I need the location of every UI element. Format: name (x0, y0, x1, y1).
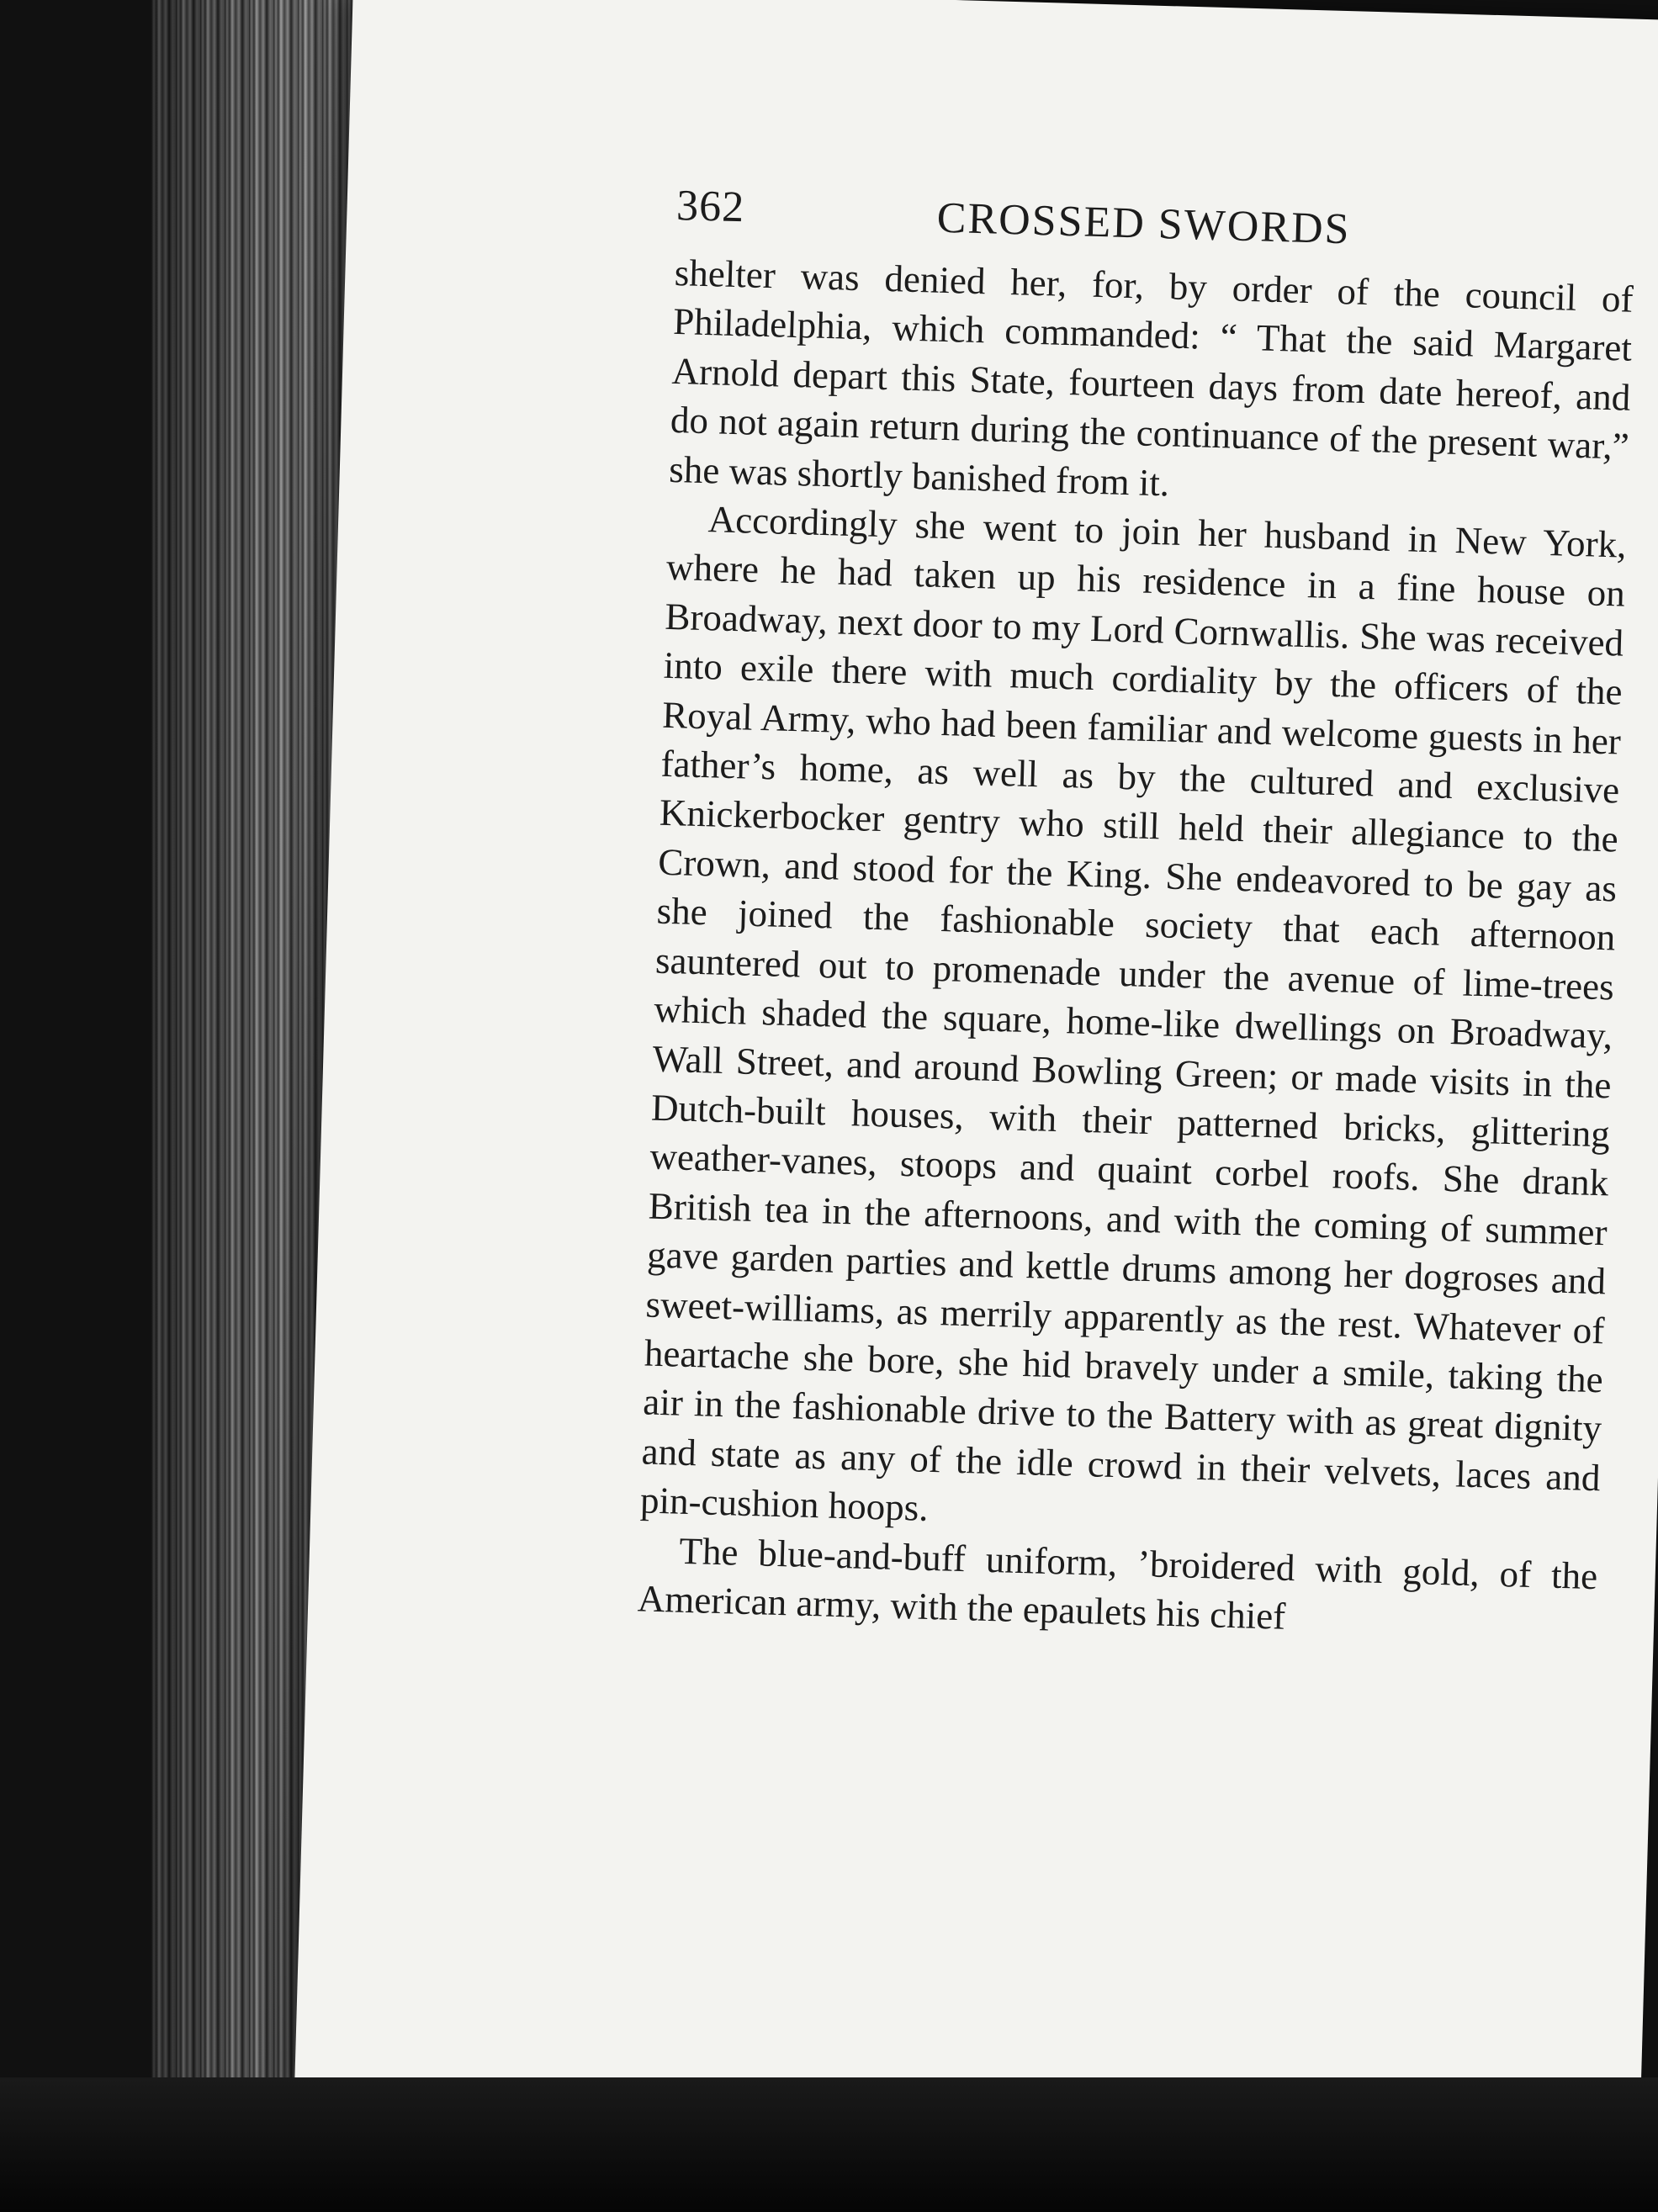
page-number: 362 (675, 181, 745, 232)
page-text-block (637, 181, 1635, 1650)
paragraph-continuation: shelter was denied her, for, by order of the council of Philadelphia, which commanded: “ That the said Margaret Arnold depart this State, fourteen days from date hereof, and do not again return during the continuance of the present war,” she was shortly banished from it. (668, 251, 1634, 505)
running-title: CROSSED SWORDS (936, 193, 1352, 254)
paragraph-new-york: Accordingly she went to join her husband in New York, where he had taken up his residence in a fine house on Broadway, next door to my Lord Cornwallis. She was received into exile there with much cordiality by the officers of the Royal Army, who had been familiar and welcome guests in her father’s home, as well as by the cultured and exclusive Knickerbocker gentry who still held their allegiance to the Crown, and stood for the King. She endeavored to be gay as she joined the fashionable society that each afternoon sauntered out to promenade under the avenue of lime-trees which shaded the square, home-like dwellings on Broadway, Wall Street, and around Bowling Green; or made visits in the Dutch-built houses, with their patterned bricks, glittering weather-vanes, stoops and quaint corbel roofs. She drank British tea in the afternoons, and with the coming of summer gave garden parties and kettle drums among her dogroses and sweet-williams, as merrily apparently as the rest. Whatever of heartache she bore, she hid bravely under a smile, taking the air in the fashionable drive to the Battery with as great dignity and state as any of the idle crowd in their velvets, laces and pin-cushion hoops. (639, 498, 1628, 1530)
scan-bottom-margin (0, 2077, 1658, 2212)
paragraph-uniform: The blue-and-buff uniform, ’broidered with gold, of the American army, with the epaulets his chief (637, 1529, 1598, 1638)
